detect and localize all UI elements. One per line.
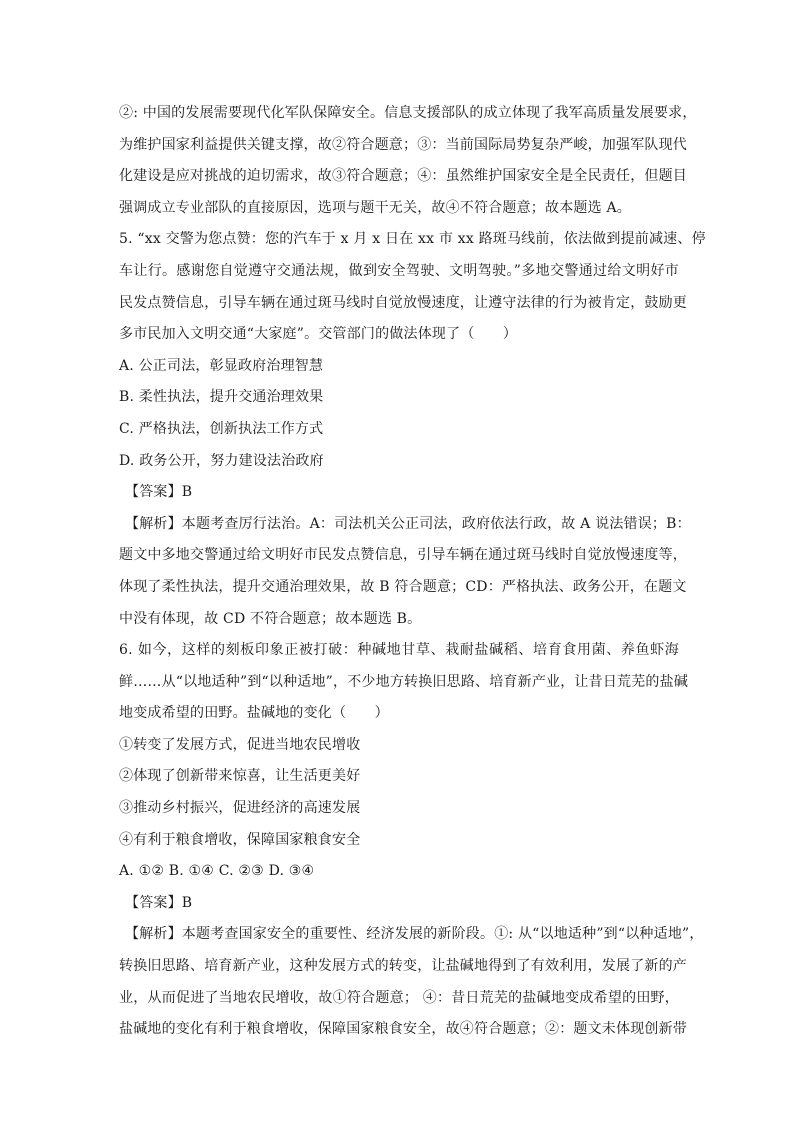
option-d: D. 政务公开，努力建设法治政府 — [119, 452, 324, 469]
statement-item: ③推动乡村振兴，促进经济的高速发展 — [119, 800, 361, 817]
option-a: A. 公正司法，彰显政府治理智慧 — [119, 357, 324, 374]
option-b: B. 柔性执法，提升交通治理效果 — [119, 389, 324, 406]
question-stem-line: 车让行。感谢您自觉遵守交通法规，做到安全驾驶、文明驾驶。”多地交警通过给文明好市 — [119, 262, 679, 279]
question-6 — [119, 635, 704, 1046]
statement-item: ①转变了发展方式，促进当地农民增收 — [119, 736, 361, 753]
question-5 — [119, 224, 706, 635]
question-stem-line: 5. “xx 交警为您点赞：您的汽车于 x 月 x 日在 xx 市 xx 路斑马线前，依法做到提前减速、停 — [119, 231, 706, 248]
question-stem-line: 鲜……从“以地适种”到“以种适地”，不少地方转换旧思路、培育新产业，让昔日荒芜的盐碱 — [119, 673, 689, 690]
analysis-line: 【解析】本题考查国家安全的重要性、经济发展的新阶段。①: 从“以地适种”到“以种适地”， — [125, 926, 704, 943]
answer-label: 【答案】B — [125, 894, 193, 911]
option-c: C. 严格执法，创新执法工作方式 — [119, 420, 324, 437]
text-line: 化建设是应对挑战的迫切需求，故③符合题意；④：虽然维护国家安全是全民责任，但题目 — [119, 168, 687, 185]
analysis-line: 体现了柔性执法，提升交通治理效果，故 B 符合题意；CD：严格执法、政务公开，在题文 — [119, 578, 687, 595]
analysis-line: 题文中多地交警通过给文明好市民发点赞信息，引导车辆在通过斑马线时自觉放慢速度等， — [119, 547, 687, 564]
statement-item: ④有利于粮食增收，保障国家粮食安全 — [119, 831, 361, 848]
analysis-line: 中没有体现，故 CD 不符合题意；故本题选 B。 — [119, 610, 422, 627]
answer-label: 【答案】B — [125, 484, 193, 501]
question-stem-line: 多市民加入文明交通“大家庭”。交管部门的做法体现了（ ） — [119, 326, 518, 343]
paragraph-prev-analysis — [119, 98, 697, 224]
text-line: 强调成立专业部队的直接原因，选项与题干无关，故④不符合题意；故本题选 A。 — [119, 199, 631, 216]
analysis-line: 业，从而促进了当地农民增收，故①符合题意； ④：昔日荒芜的盐碱地变成希望的田野， — [119, 989, 679, 1006]
text-line: ②: 中国的发展需要现代化军队保障安全。信息支援部队的成立体现了我军高质量发展要求， — [119, 105, 697, 121]
analysis-line: 转换旧思路、培育新产业，这种发展方式的转变，让盐碱地得到了有效利用，发展了新的产 — [119, 958, 687, 975]
analysis-line: 【解析】本题考查厉行法治。A：司法机关公正司法，政府依法行政，故 A 说法错误；B： — [125, 515, 691, 532]
question-stem-line: 地变成希望的田野。盐碱地的变化（ ） — [119, 705, 389, 722]
document-body — [119, 98, 706, 1046]
statement-item: ②体现了创新带来惊喜，让生活更美好 — [119, 768, 361, 785]
analysis-line: 盐碱地的变化有利于粮食增收，保障国家粮食安全，故④符合题意；②：题文未体现创新带 — [119, 1021, 687, 1038]
text-line: 为维护国家利益提供关键支撑，故②符合题意；③：当前国际局势复杂严峻，加强军队现代 — [119, 136, 687, 153]
question-stem-line: 民发点赞信息，引导车辆在通过斑马线时自觉放慢速度，让遵守法律的行为被肯定，鼓励更 — [119, 294, 687, 311]
options-row: A. ①② B. ①④ C. ②③ D. ③④ — [119, 863, 315, 880]
question-stem-line: 6. 如今，这样的刻板印象正被打破：种碱地甘草、栽耐盐碱稻、培育食用菌、养鱼虾海 — [119, 642, 679, 659]
